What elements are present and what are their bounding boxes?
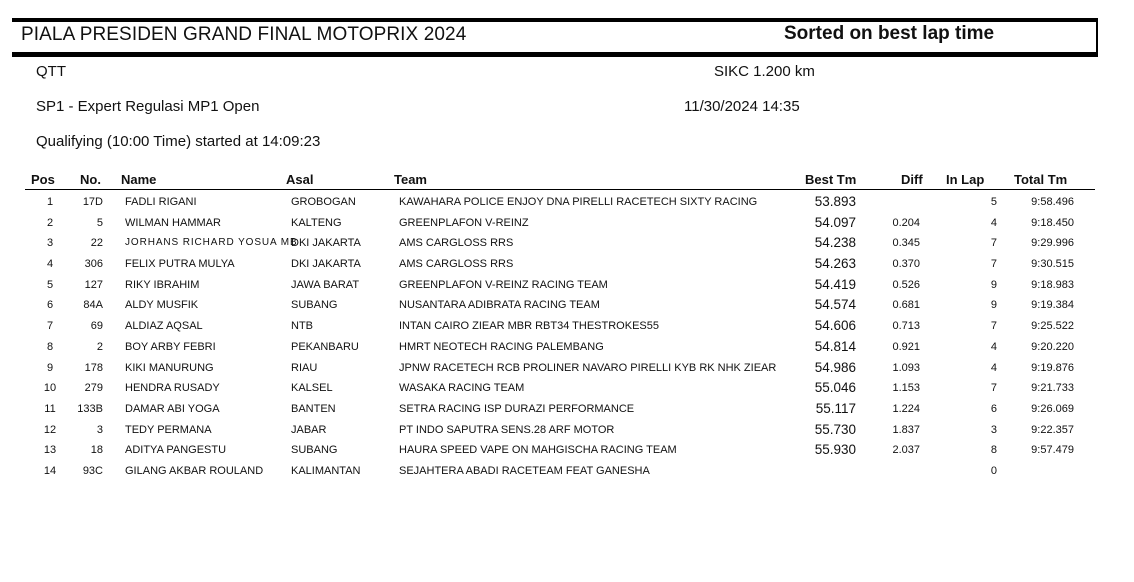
cell-asal: BANTEN	[291, 402, 336, 415]
column-header-rule	[25, 189, 1095, 190]
cell-asal: NTB	[291, 320, 313, 333]
cell-inlap: 9	[990, 278, 997, 291]
cell-diff: 0.681	[892, 299, 920, 312]
cell-best: 53.893	[814, 194, 856, 209]
cell-diff: 2.037	[892, 444, 920, 457]
cell-best: 54.238	[814, 235, 856, 251]
header-right-edge	[1096, 18, 1098, 56]
table-row	[0, 235, 1134, 256]
col-inlap: In Lap	[946, 172, 985, 187]
cell-pos: 2	[46, 216, 54, 229]
cell-inlap: 8	[990, 444, 997, 457]
cell-asal: SUBANG	[291, 444, 338, 457]
col-no: No.	[80, 172, 101, 187]
cell-total: 9:30.515	[1031, 258, 1074, 271]
cell-team: KAWAHARA POLICE ENJOY DNA PIRELLI RACETECH SIXTY RACING	[399, 196, 758, 208]
cell-asal: DKI JAKARTA	[291, 237, 361, 250]
cell-asal: SUBANG	[291, 299, 338, 312]
header-rule	[12, 52, 1098, 57]
cell-no: 133B	[77, 402, 103, 415]
col-best: Best Tm	[805, 172, 857, 187]
cell-best: 54.263	[814, 256, 856, 272]
cell-team: GREENPLAFON V-REINZ RACING TEAM	[399, 278, 608, 291]
top-rule	[12, 18, 1098, 22]
table-row	[0, 463, 1134, 484]
cell-best: 55.730	[814, 421, 856, 437]
cell-total: 9:58.496	[1031, 196, 1074, 208]
cell-pos: 3	[46, 237, 54, 250]
cell-pos: 7	[46, 320, 54, 333]
cell-name: ALDIAZ AQSAL	[125, 320, 203, 333]
col-diff: Diff	[901, 172, 923, 187]
cell-name: TEDY PERMANA	[125, 423, 212, 436]
cell-team: JPNW RACETECH RCB PROLINER NAVARO PIRELLI KYB RK NHK ZIEAR	[399, 361, 777, 374]
cell-asal: KALTENG	[291, 216, 342, 229]
cell-name: JORHANS RICHARD YOSUA MB	[125, 237, 298, 249]
cell-name: KIKI MANURUNG	[125, 361, 214, 374]
cell-pos: 5	[46, 278, 54, 291]
cell-diff: 1.837	[892, 423, 920, 436]
cell-best: 55.046	[814, 380, 856, 396]
cell-best: 55.117	[815, 400, 856, 416]
cell-team: SETRA RACING ISP DURAZI PERFORMANCE	[399, 402, 635, 415]
table-row	[0, 277, 1134, 298]
col-pos: Pos	[31, 172, 55, 187]
cell-name: ALDY MUSFIK	[125, 299, 199, 312]
cell-asal: PEKANBARU	[291, 340, 359, 353]
cell-pos: 13	[43, 444, 57, 457]
cell-name: FADLI RIGANI	[125, 196, 197, 208]
cell-no: 69	[90, 320, 103, 333]
cell-total: 9:19.876	[1031, 361, 1074, 374]
cell-asal: KALSEL	[291, 382, 333, 395]
cell-total: 9:26.069	[1031, 402, 1074, 415]
cell-asal: DKI JAKARTA	[291, 258, 361, 271]
cell-diff: 0.345	[892, 237, 920, 250]
col-asal: Asal	[286, 172, 314, 187]
cell-inlap: 7	[990, 258, 997, 271]
cell-no: 18	[90, 444, 103, 457]
cell-pos: 6	[46, 299, 54, 312]
cell-team: AMS CARGLOSS RRS	[399, 237, 514, 250]
cell-name: BOY ARBY FEBRI	[125, 340, 216, 353]
cell-best: 54.419	[814, 276, 856, 292]
cell-pos: 8	[46, 340, 54, 353]
results-table	[0, 194, 1134, 484]
cell-name: HENDRA RUSADY	[125, 382, 220, 395]
cell-no: 3	[96, 423, 103, 436]
cell-asal: RIAU	[291, 361, 318, 374]
cell-best: 54.986	[814, 359, 856, 375]
table-row	[0, 297, 1134, 318]
cell-pos: 4	[46, 258, 54, 271]
cell-diff: 0.204	[892, 216, 920, 229]
report-datetime: 11/30/2024 14:35	[684, 98, 800, 115]
table-row	[0, 256, 1134, 277]
cell-pos: 12	[43, 423, 57, 436]
category-label: SP1 - Expert Regulasi MP1 Open	[36, 98, 260, 115]
table-row	[0, 215, 1134, 236]
cell-team: HMRT NEOTECH RACING PALEMBANG	[399, 340, 604, 353]
cell-best: 54.606	[814, 318, 856, 334]
cell-diff: 1.153	[892, 382, 920, 395]
cell-name: GILANG AKBAR ROULAND	[125, 464, 264, 477]
sort-label: Sorted on best lap time	[784, 23, 995, 44]
cell-total: 9:25.522	[1031, 320, 1074, 333]
track-info: SIKC 1.200 km	[714, 63, 815, 80]
cell-diff: 1.224	[892, 402, 920, 415]
cell-total: 9:18.450	[1031, 216, 1074, 229]
cell-inlap: 6	[990, 402, 997, 415]
cell-team: HAURA SPEED VAPE ON MAHGISCHA RACING TEAM	[399, 444, 677, 457]
cell-inlap: 7	[990, 382, 997, 395]
cell-inlap: 5	[990, 196, 997, 208]
cell-inlap: 7	[990, 320, 997, 333]
cell-pos: 9	[46, 361, 54, 374]
cell-no: 84A	[83, 299, 103, 312]
table-row	[0, 442, 1134, 463]
cell-inlap: 0	[990, 464, 997, 477]
col-total: Total Tm	[1014, 172, 1068, 187]
cell-asal: JAWA BARAT	[291, 278, 360, 291]
cell-name: RIKY IBRAHIM	[125, 278, 200, 291]
col-team: Team	[394, 172, 427, 187]
event-title: PIALA PRESIDEN GRAND FINAL MOTOPRIX 2024	[21, 24, 467, 45]
cell-pos: 1	[46, 196, 54, 208]
cell-pos: 10	[43, 382, 57, 395]
cell-diff: 0.921	[892, 340, 920, 353]
cell-name: FELIX PUTRA MULYA	[125, 258, 235, 271]
table-row	[0, 422, 1134, 443]
cell-total: 9:29.996	[1031, 237, 1074, 250]
cell-name: ADITYA PANGESTU	[125, 444, 227, 457]
cell-no: 2	[96, 340, 103, 353]
cell-team: SEJAHTERA ABADI RACETEAM FEAT GANESHA	[399, 464, 650, 477]
cell-no: 279	[84, 382, 103, 395]
cell-inlap: 3	[990, 423, 997, 436]
cell-pos: 11	[44, 402, 56, 415]
cell-no: 5	[96, 216, 103, 229]
cell-best: 54.097	[814, 214, 856, 230]
cell-total: 9:20.220	[1031, 340, 1074, 353]
cell-team: PT INDO SAPUTRA SENS.28 ARF MOTOR	[399, 423, 615, 436]
session-info: Qualifying (10:00 Time) started at 14:09:23	[36, 133, 321, 150]
cell-pos: 14	[43, 464, 57, 477]
cell-no: 22	[90, 237, 103, 250]
cell-team: NUSANTARA ADIBRATA RACING TEAM	[399, 299, 600, 312]
cell-asal: JABAR	[291, 423, 327, 436]
col-name: Name	[121, 172, 157, 187]
cell-team: WASAKA RACING TEAM	[399, 382, 525, 395]
cell-no: 17D	[82, 196, 103, 208]
cell-team: AMS CARGLOSS RRS	[399, 258, 514, 271]
cell-total: 9:22.357	[1031, 423, 1074, 436]
cell-asal: KALIMANTAN	[291, 464, 361, 477]
table-row	[0, 318, 1134, 339]
cell-name: WILMAN HAMMAR	[125, 216, 221, 229]
cell-no: 306	[84, 258, 103, 271]
table-row	[0, 360, 1134, 381]
cell-inlap: 7	[990, 237, 997, 250]
cell-team: GREENPLAFON V-REINZ	[399, 216, 529, 229]
cell-diff: 1.093	[892, 361, 920, 374]
cell-total: 9:19.384	[1031, 299, 1074, 312]
cell-team: INTAN CAIRO ZIEAR MBR RBT34 THESTROKES55	[399, 320, 659, 333]
cell-inlap: 4	[990, 361, 997, 374]
cell-diff: 0.713	[892, 320, 920, 333]
table-row	[0, 194, 1134, 215]
cell-total: 9:18.983	[1031, 278, 1074, 291]
cell-asal: GROBOGAN	[291, 196, 356, 208]
table-row	[0, 401, 1134, 422]
cell-no: 178	[84, 361, 103, 374]
cell-no: 127	[84, 278, 103, 291]
cell-name: DAMAR ABI YOGA	[125, 402, 220, 415]
table-row	[0, 339, 1134, 360]
table-row	[0, 380, 1134, 401]
cell-no: 93C	[82, 464, 103, 477]
cell-total: 9:21.733	[1031, 382, 1074, 395]
cell-diff: 0.370	[892, 258, 920, 271]
cell-inlap: 4	[990, 216, 997, 229]
cell-inlap: 9	[990, 299, 997, 312]
cell-best: 54.574	[814, 297, 856, 313]
cell-best: 55.930	[814, 442, 856, 458]
cell-total: 9:57.479	[1031, 444, 1074, 457]
cell-diff: 0.526	[892, 278, 920, 291]
class-code: QTT	[36, 63, 66, 80]
cell-best: 54.814	[814, 338, 856, 354]
cell-inlap: 4	[990, 340, 997, 353]
